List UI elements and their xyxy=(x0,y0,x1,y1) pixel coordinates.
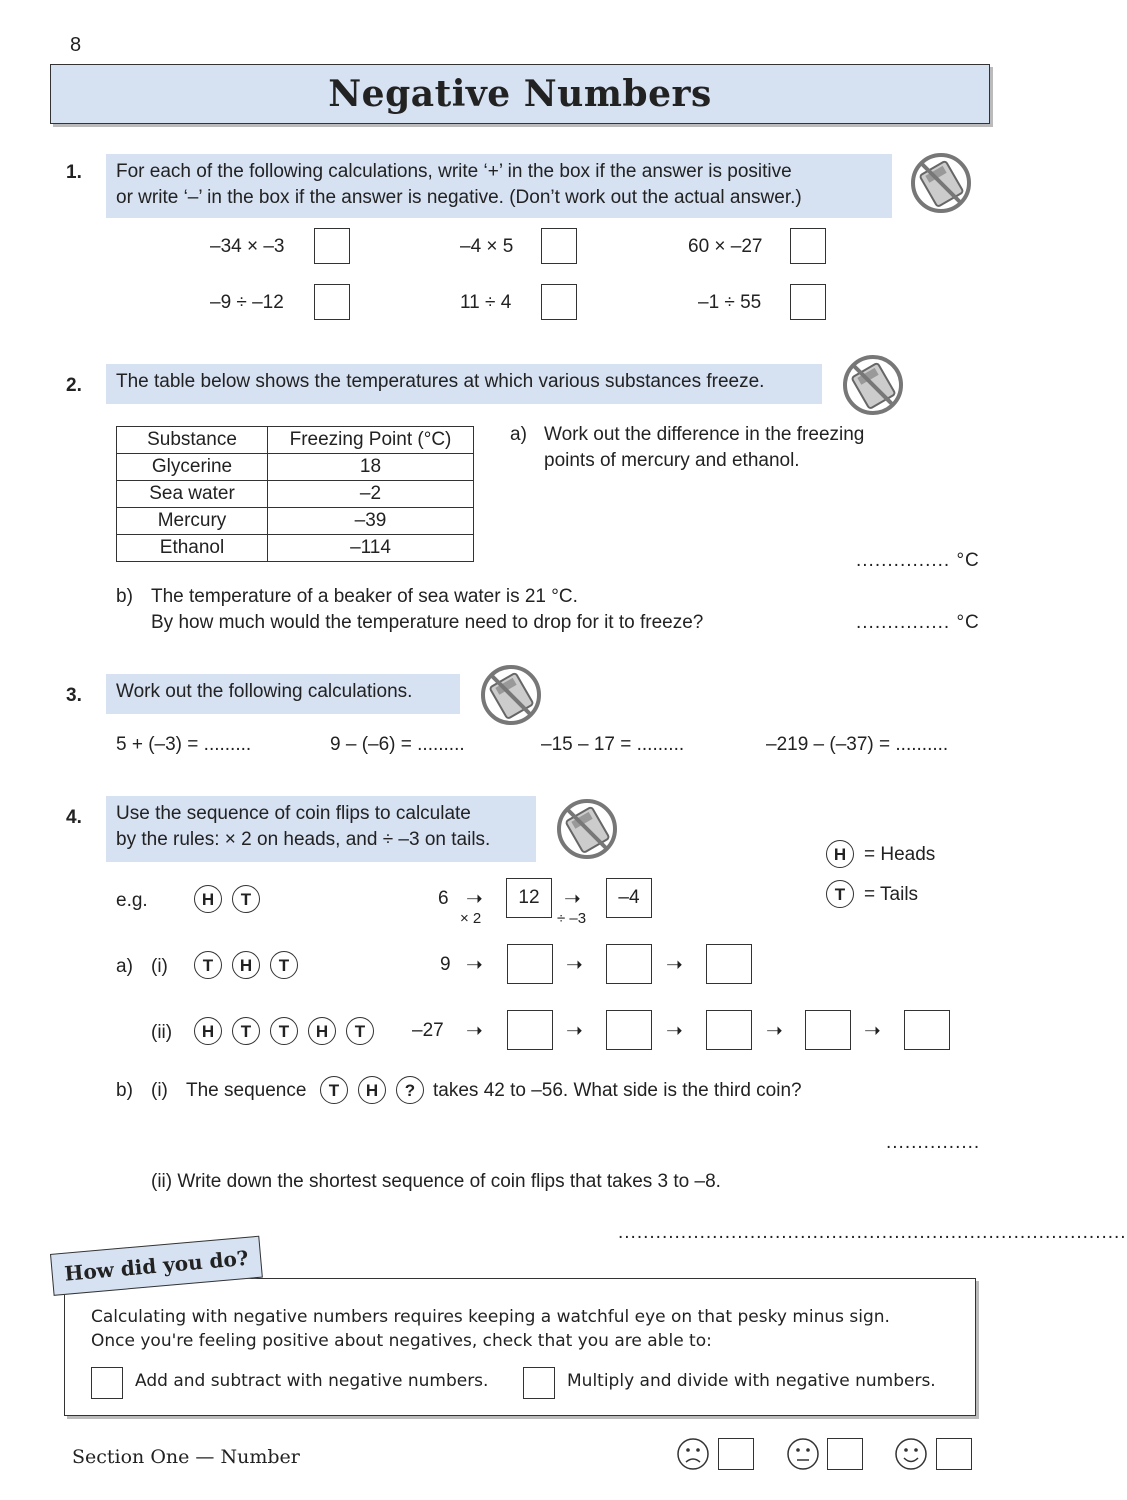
q4ai-start: 9 xyxy=(440,954,451,975)
q4aii-coins xyxy=(194,1017,384,1045)
q2a-line2: points of mercury and ethanol. xyxy=(544,450,800,471)
key-heads xyxy=(826,840,935,868)
coin-heads-icon: H xyxy=(308,1017,336,1045)
table-cell: 18 xyxy=(268,454,474,481)
coin-tails-icon: T xyxy=(194,951,222,979)
arrow-right-icon: ➝ xyxy=(466,888,483,910)
neutral-face-icon xyxy=(786,1437,820,1471)
table-row xyxy=(117,481,474,508)
q4bi-text-pre: The sequence xyxy=(186,1080,307,1101)
q4bi-text-post: takes 42 to –56. What side is the third coin? xyxy=(433,1080,802,1101)
table-row xyxy=(117,454,474,481)
q4bii-text: (ii) Write down the shortest sequence of coin flips that takes 3 to –8. xyxy=(151,1171,721,1192)
q1-calc-1: –34 × –3 xyxy=(210,236,285,257)
q4bii-answer-line[interactable]: ................................................................................. xyxy=(618,1222,1127,1243)
q4-instruction-line1: Use the sequence of coin flips to calculate xyxy=(116,803,471,824)
q2b-label: b) xyxy=(116,586,133,607)
key-heads-label: = Heads xyxy=(864,844,936,865)
q2a-answer-line[interactable]: ............... °C xyxy=(856,550,980,571)
q4-eg-box1: 12 xyxy=(506,878,552,918)
no-calculator-icon xyxy=(842,354,904,416)
table-cell: Sea water xyxy=(117,481,268,508)
q4a-label: a) xyxy=(116,956,133,977)
q4bi-label: (i) xyxy=(151,1080,168,1101)
coin-heads-icon: H xyxy=(194,885,222,913)
q1-instruction-line2: or write ‘–’ in the box if the answer is negative. (Don’t work out the actual answer.) xyxy=(116,187,802,208)
q4-instruction-line2: by the rules: × 2 on heads, and ÷ –3 on tails. xyxy=(116,829,491,850)
q4b-label: b) xyxy=(116,1080,133,1101)
table-header-row xyxy=(117,427,474,454)
coin-tails-icon: T xyxy=(346,1017,374,1045)
q4bi-answer-line[interactable]: ............... xyxy=(886,1132,981,1153)
q3-calc-4[interactable]: –219 – (–37) = .......... xyxy=(766,734,949,755)
arrow-right-icon: ➝ xyxy=(666,1020,683,1042)
q4aii-box1[interactable] xyxy=(507,1010,553,1050)
q1-answer-box-5[interactable] xyxy=(541,284,577,320)
coin-tails-icon: T xyxy=(270,951,298,979)
table-header: Freezing Point (°C) xyxy=(268,427,474,454)
q4ai-box3[interactable] xyxy=(706,944,752,984)
q1-answer-box-6[interactable] xyxy=(790,284,826,320)
page-number: 8 xyxy=(70,34,82,56)
q3-calc-2[interactable]: 9 – (–6) = ......... xyxy=(330,734,465,755)
arrow-right-icon: ➝ xyxy=(666,954,683,976)
q2-instruction: The table below shows the temperatures at which various substances freeze. xyxy=(106,364,822,404)
freezing-table xyxy=(116,426,474,562)
q3-instruction: Work out the following calculations. xyxy=(106,674,460,714)
q3-number: 3. xyxy=(66,685,82,706)
arrow-right-icon: ➝ xyxy=(566,1020,583,1042)
q4-instruction xyxy=(106,796,536,862)
q4aii-box4[interactable] xyxy=(805,1010,851,1050)
table-cell: Mercury xyxy=(117,508,268,535)
coin-heads-icon: H xyxy=(232,951,260,979)
q4-eg-op1: × 2 xyxy=(460,910,482,927)
q1-answer-box-2[interactable] xyxy=(541,228,577,264)
table-row xyxy=(117,508,474,535)
rating-box-sad[interactable] xyxy=(718,1438,754,1470)
how-did-you-do-box xyxy=(64,1278,976,1416)
table-header: Substance xyxy=(117,427,268,454)
q3-calc-1[interactable]: 5 + (–3) = ......... xyxy=(116,734,252,755)
q1-number: 1. xyxy=(66,162,82,183)
coin-tails-icon: T xyxy=(826,880,854,908)
coin-tails-icon: T xyxy=(270,1017,298,1045)
table-row xyxy=(117,535,474,562)
q4aii-label: (ii) xyxy=(151,1022,173,1043)
q1-calc-6: –1 ÷ 55 xyxy=(698,292,762,313)
hdyd-line2: Once you're feeling positive about negatives, check that you are able to: xyxy=(91,1331,712,1351)
q4bi-coins xyxy=(320,1076,434,1104)
checkbox-add-subtract[interactable] xyxy=(91,1367,123,1399)
rating-box-neutral[interactable] xyxy=(827,1438,863,1470)
coin-tails-icon: T xyxy=(232,1017,260,1045)
arrow-right-icon: ➝ xyxy=(466,1020,483,1042)
q4-eg-coins xyxy=(194,885,270,913)
q4ai-box1[interactable] xyxy=(507,944,553,984)
q4ai-box2[interactable] xyxy=(606,944,652,984)
q3-calc-3[interactable]: –15 – 17 = ......... xyxy=(541,734,685,755)
q4ai-label: (i) xyxy=(151,956,168,977)
q2a-label: a) xyxy=(510,424,527,445)
sad-face-icon xyxy=(676,1437,710,1471)
key-tails-label: = Tails xyxy=(864,884,919,905)
no-calculator-icon xyxy=(910,152,972,214)
rating-box-happy[interactable] xyxy=(936,1438,972,1470)
q1-instruction-line1: For each of the following calculations, write ‘+’ in the box if the answer is positive xyxy=(116,161,792,182)
arrow-right-icon: ➝ xyxy=(466,954,483,976)
q1-instruction xyxy=(106,154,892,218)
coin-unknown-icon: ? xyxy=(396,1076,424,1104)
arrow-right-icon: ➝ xyxy=(766,1020,783,1042)
checkbox-multiply-divide[interactable] xyxy=(523,1367,555,1399)
table-cell: –114 xyxy=(268,535,474,562)
q4-eg-start: 6 xyxy=(438,888,449,909)
q4-eg-label: e.g. xyxy=(116,890,148,911)
q1-calc-4: –9 ÷ –12 xyxy=(210,292,284,313)
table-cell: –39 xyxy=(268,508,474,535)
coin-tails-icon: T xyxy=(320,1076,348,1104)
check2-label: Multiply and divide with negative numbers. xyxy=(567,1371,936,1391)
q1-calc-2: –4 × 5 xyxy=(460,236,514,257)
no-calculator-icon xyxy=(480,664,542,726)
table-cell: Glycerine xyxy=(117,454,268,481)
q1-answer-box-1[interactable] xyxy=(314,228,350,264)
q1-answer-box-4[interactable] xyxy=(314,284,350,320)
page-title: Negative Numbers xyxy=(328,73,712,115)
q2b-answer-line[interactable]: ............... °C xyxy=(856,612,980,633)
q1-calc-5: 11 ÷ 4 xyxy=(460,292,512,313)
q4aii-box3[interactable] xyxy=(706,1010,752,1050)
q4aii-start: –27 xyxy=(412,1020,444,1041)
hdyd-line1: Calculating with negative numbers requires keeping a watchful eye on that pesky minus sign. xyxy=(91,1307,890,1327)
arrow-right-icon: ➝ xyxy=(564,888,581,910)
q4-eg-op2: ÷ –3 xyxy=(557,910,587,927)
key-tails xyxy=(826,880,918,908)
q1-answer-box-3[interactable] xyxy=(790,228,826,264)
q4ai-coins xyxy=(194,951,308,979)
q4aii-box2[interactable] xyxy=(606,1010,652,1050)
arrow-right-icon: ➝ xyxy=(566,954,583,976)
footer-section: Section One — Number xyxy=(72,1446,300,1468)
coin-heads-icon: H xyxy=(826,840,854,868)
hdyd-tab-label: How did you do? xyxy=(63,1245,250,1286)
coin-heads-icon: H xyxy=(194,1017,222,1045)
arrow-right-icon: ➝ xyxy=(864,1020,881,1042)
q2a-line1: Work out the difference in the freezing xyxy=(544,424,865,445)
q4aii-box5[interactable] xyxy=(904,1010,950,1050)
table-cell: –2 xyxy=(268,481,474,508)
happy-face-icon xyxy=(894,1437,928,1471)
q2b-line1: The temperature of a beaker of sea water is 21 °C. xyxy=(151,586,578,607)
q2b-line2: By how much would the temperature need to drop for it to freeze? xyxy=(151,612,704,633)
q4-eg-box2: –4 xyxy=(606,878,652,918)
check1-label: Add and subtract with negative numbers. xyxy=(135,1371,489,1391)
coin-heads-icon: H xyxy=(358,1076,386,1104)
q1-calc-3: 60 × –27 xyxy=(688,236,763,257)
table-cell: Ethanol xyxy=(117,535,268,562)
title-banner xyxy=(50,64,990,124)
q4-number: 4. xyxy=(66,807,82,828)
coin-tails-icon: T xyxy=(232,885,260,913)
q2-number: 2. xyxy=(66,375,82,396)
no-calculator-icon xyxy=(556,798,618,860)
